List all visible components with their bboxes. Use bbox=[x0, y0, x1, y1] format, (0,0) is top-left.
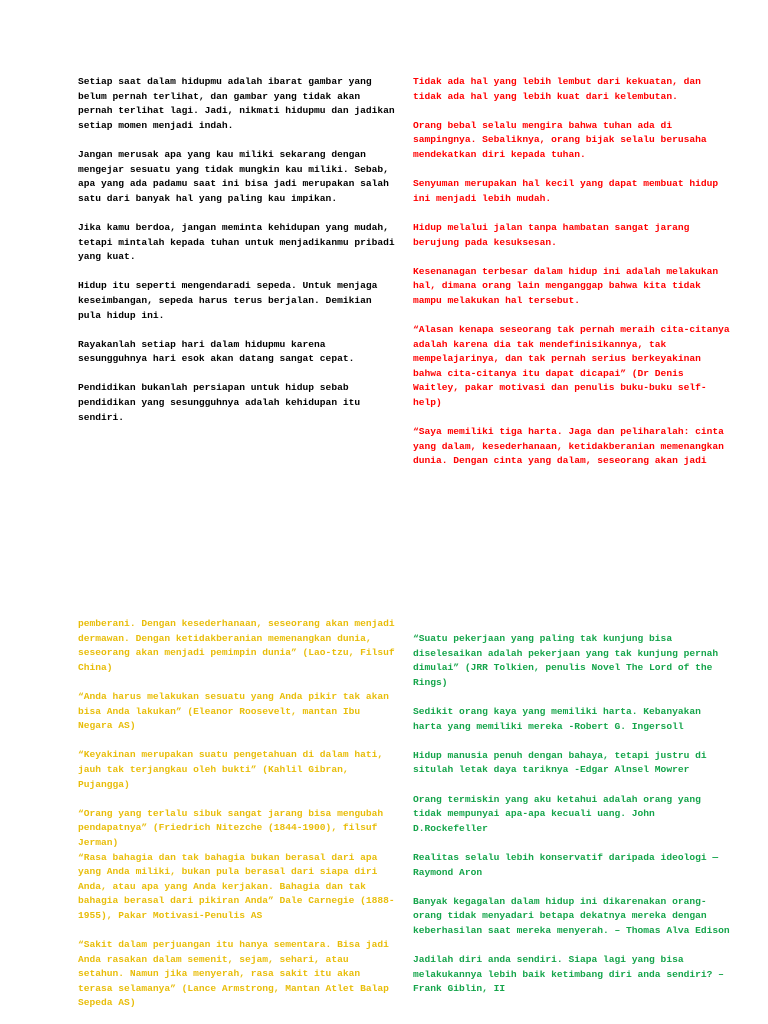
quote-paragraph: “Alasan kenapa seseorang tak pernah meraih cita-citanya adalah karena dia tak mendefinisikannya, tak mempelajarinya, dan tak pernah serius berkeyakinan bahwa cita-citanya itu dapat dicapai” (Dr Denis Waitley, pakar motivasi dan penulis buku-buku self-help) bbox=[413, 324, 730, 409]
quote-paragraph: pemberani. Dengan kesederhanaan, seseorang akan menjadi dermawan. Dengan ketidakberanian memenangkan dunia, seseorang akan menjadi pemimpin dunia” (Lao-tzu, Filsuf China) bbox=[78, 618, 395, 673]
quote-paragraph: Rayakanlah setiap hari dalam hidupmu karena sesungguhnya hari esok akan datang sangat cepat. bbox=[78, 338, 355, 365]
quotes-column-top-right bbox=[413, 75, 733, 469]
quote-paragraph: Setiap saat dalam hidupmu adalah ibarat gambar yang belum pernah terlihat, dan gambar yang tidak akan pernah terlihat lagi. Jadi, nikmati hidupmu dan jadikan setiap momen menjadi indah. bbox=[78, 76, 395, 131]
quotes-column-bottom-left bbox=[78, 617, 398, 1011]
quote-paragraph: Orang termiskin yang aku ketahui adalah orang yang tidak mempunyai apa-apa kecuali uang. John D.Rockefeller bbox=[413, 793, 701, 834]
quote-paragraph: “Rasa bahagia dan tak bahagia bukan berasal dari apa yang Anda miliki, bukan pula berasal dari siapa diri Anda, atau apa yang Anda kerjakan. Bahagia dan tak bahagia berasal dari pikiran Anda” Dale Carnegie (1888-1955), Pakar Motivasi-Penulis AS bbox=[78, 851, 395, 921]
quotes-column-top-left bbox=[78, 75, 398, 425]
quote-paragraph: Sedikit orang kaya yang memiliki harta. Kebanyakan harta yang memiliki mereka -Robert G. Ingersoll bbox=[413, 705, 701, 732]
quote-paragraph: Realitas selalu lebih konservatif daripada ideologi — Raymond Aron bbox=[413, 851, 719, 878]
quotes-column-bottom-right bbox=[413, 632, 733, 997]
quote-paragraph: Hidup itu seperti mengendaradi sepeda. Untuk menjaga keseimbangan, sepeda harus terus berjalan. Demikian pula hidup ini. bbox=[78, 280, 378, 321]
quote-paragraph: Pendidikan bukanlah persiapan untuk hidup sebab pendidikan yang sesungguhnya adalah kehidupan itu sendiri. bbox=[78, 382, 361, 423]
quote-paragraph: Jangan merusak apa yang kau miliki sekarang dengan mengejar sesuatu yang tidak mungkin kau miliki. Sebab, apa yang ada padamu saat ini bisa jadi merupakan salah satu dari banyak hal yang paling kau impikan. bbox=[78, 148, 389, 204]
quote-paragraph: Senyuman merupakan hal kecil yang dapat membuat hidup ini menjadi lebih mudah. bbox=[413, 178, 719, 204]
quote-paragraph: Kesenanagan terbesar dalam hidup ini adalah melakukan hal, dimana orang lain menganggap bahwa kita tidak mampu melakukan hal tersebut. bbox=[413, 265, 719, 306]
quote-paragraph: Banyak kegagalan dalam hidup ini dikarenakan orang-orang tidak menyadari betapa dekatnya mereka dengan keberhasilan saat mereka menyerah. – Thomas Alva Edison bbox=[413, 895, 730, 936]
quote-paragraph: “Anda harus melakukan sesuatu yang Anda pikir tak akan bisa Anda lakukan” (Eleanor Roosevelt, mantan Ibu Negara AS) bbox=[78, 690, 389, 732]
quote-paragraph: “Orang yang terlalu sibuk sangat jarang bisa mengubah pendapatnya” (Friedrich Nitezche (1844-1900), filsuf Jerman) bbox=[78, 807, 384, 848]
quote-paragraph: Tidak ada hal yang lebih lembut dari kekuatan, dan tidak ada hal yang lebih kuat dari kelembutan. bbox=[413, 76, 701, 102]
quote-paragraph: Hidup manusia penuh dengan bahaya, tetapi justru di situlah letak daya tariknya -Edgar Alnsel Mowrer bbox=[413, 749, 707, 776]
quote-paragraph: Hidup melalui jalan tanpa hambatan sangat jarang berujung pada kesuksesan. bbox=[413, 221, 690, 248]
quote-paragraph: “Suatu pekerjaan yang paling tak kunjung bisa diselesaikan adalah pekerjaan yang tak kunjung pernah dimulai” (JRR Tolkien, penulis Novel The Lord of the Rings) bbox=[413, 633, 719, 688]
quote-paragraph: Jadilah diri anda sendiri. Siapa lagi yang bisa melakukannya lebih baik ketimbang diri anda sendiri? – Frank Giblin, II bbox=[413, 954, 724, 995]
quote-paragraph: “Sakit dalam perjuangan itu hanya sementara. Bisa jadi Anda rasakan dalam semenit, sejam, sehari, atau setahun. Namun jika menyerah, rasa sakit itu akan terasa selamanya” (Lance Armstrong, Mantan Atlet Balap Sepeda AS) bbox=[78, 939, 389, 1009]
quote-paragraph: Jika kamu berdoa, jangan meminta kehidupan yang mudah, tetapi mintalah kepada tuhan untuk menjadikanmu pribadi yang kuat. bbox=[78, 221, 395, 263]
quote-paragraph: “Saya memiliki tiga harta. Jaga dan peliharalah: cinta yang dalam, kesederhanaan, ketidakberanian memenangkan dunia. Dengan cinta yang dalam, seseorang akan jadi bbox=[413, 426, 724, 467]
quote-paragraph: Orang bebal selalu mengira bahwa tuhan ada di sampingnya. Sebaliknya, orang bijak selalu berusaha mendekatkan diri kepada tuhan. bbox=[413, 119, 707, 160]
quote-paragraph: “Keyakinan merupakan suatu pengetahuan di dalam hati, jauh tak terjangkau oleh bukti” (Kahlil Gibran, Pujangga) bbox=[78, 749, 384, 790]
